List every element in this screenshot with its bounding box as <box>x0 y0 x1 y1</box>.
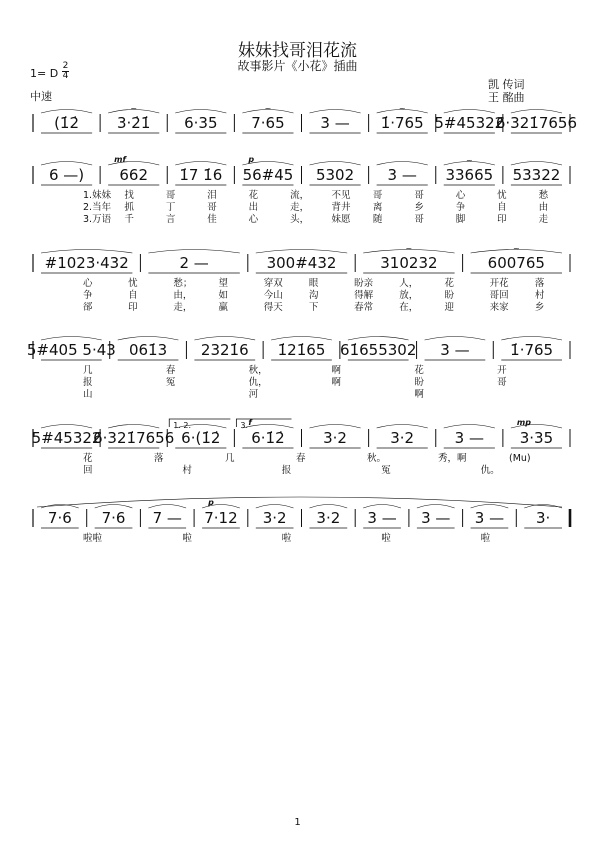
lyric-word: 仇， <box>248 377 268 388</box>
tempo-marking: 中速 <box>30 90 52 103</box>
measure-notes: 5302 <box>315 166 355 184</box>
lyric-word: 下 <box>308 302 319 313</box>
lyric-word: 印 <box>128 302 138 313</box>
lyric-word: 找 <box>124 190 134 201</box>
lyric-word: 村 <box>182 465 192 476</box>
lyric-word: 啦啦 <box>83 533 103 544</box>
dynamic-mark: p <box>208 498 214 507</box>
measure-notes: 2321̇6 <box>200 341 249 359</box>
lyric-word: 眼 <box>308 278 319 289</box>
slur-arc <box>348 337 409 341</box>
measure-notes: 3 — <box>474 509 505 527</box>
page-number: 1 <box>294 817 301 828</box>
measure-notes: 6·321̇7656 <box>93 429 175 447</box>
measure-notes: 6·321̇7656 <box>495 114 577 132</box>
lyric-word: 哥 <box>414 214 424 225</box>
lyric-word: 啦 <box>480 533 491 544</box>
trill-mark: ~ <box>512 244 520 253</box>
lyric-word: 望 <box>218 278 229 289</box>
lyric-word: 啊 <box>414 389 424 400</box>
slur-arc <box>148 505 186 509</box>
lyric-word: 印 <box>497 214 507 225</box>
measure-notes: 6 —) <box>48 166 85 184</box>
lyric-word: 来家 <box>489 302 509 313</box>
lyric-word: 哥 <box>414 190 424 201</box>
slur-arc <box>41 337 102 341</box>
lyric-word: 几 <box>83 365 93 376</box>
lyric-word: 脚 <box>455 214 466 225</box>
lyric-word: 抓 <box>124 202 134 213</box>
measure-notes: 600765 <box>487 254 545 272</box>
lyric-word: 春 <box>165 365 176 376</box>
lyric-word: 忧 <box>128 278 138 289</box>
lyric-word: 乡 <box>534 302 545 313</box>
lyric-word: 心 <box>248 214 259 225</box>
measure-notes: 61̇655302 <box>340 341 417 359</box>
measure-notes: 6·(1̇2̇ <box>181 429 221 447</box>
lyric-word: 愁 <box>538 190 549 201</box>
measure-notes: 3 — <box>320 114 350 132</box>
measure-notes: 53322 <box>512 166 561 184</box>
lyric-word: 如 <box>218 290 229 301</box>
lyric-word: 3.万语 <box>83 214 112 225</box>
lyric-word: 冤 <box>165 377 176 388</box>
lyric-word: 秀，啊 <box>438 453 467 464</box>
lyric-word: 啦 <box>381 533 391 544</box>
measure-notes: 3· <box>535 509 551 527</box>
lyric-word: 走， <box>173 302 193 313</box>
lyric-word: 几 <box>225 453 235 464</box>
lyric-word: 报 <box>83 377 93 388</box>
lyric-word: 乡 <box>414 202 424 213</box>
slur-arc <box>148 250 239 254</box>
measure-notes: (1̇2̇ <box>54 114 80 132</box>
slur-arc <box>511 162 562 166</box>
measure-notes: 7·6 <box>101 509 126 527</box>
trill-mark: ~ <box>465 156 473 165</box>
lyric-word: 春 <box>296 453 306 464</box>
lyric-word: 人， <box>399 278 419 289</box>
lyric-word: 赢 <box>218 302 229 313</box>
slur-arc <box>310 110 361 114</box>
measure-notes: 3 — <box>421 509 451 527</box>
slur-arc <box>377 162 428 166</box>
slur-arc <box>363 505 401 509</box>
measure-notes: 3 — <box>454 429 484 447</box>
volta-label: 1. 2. <box>173 421 192 430</box>
measure-notes: 3·2 <box>323 429 347 447</box>
trill-mark: ~ <box>398 104 406 113</box>
measure-notes: 662 <box>119 166 149 184</box>
measure-notes: 3·2̇1̇ <box>116 114 151 132</box>
lyric-word: 得天 <box>263 302 283 313</box>
measure-notes: 3 — <box>440 341 470 359</box>
lyric-word: 2.当年 <box>83 202 112 213</box>
measure-notes: 5#405 5·43 <box>26 341 116 359</box>
measure-notes: 6·35 <box>184 114 218 132</box>
trill-mark: ~ <box>130 104 138 113</box>
lyric-word: 开 <box>497 365 507 376</box>
time-signature-top: 2 <box>62 61 69 71</box>
measure-notes: 7·65 <box>251 114 285 132</box>
lyric-word: 啦 <box>281 533 292 544</box>
lyric-word: 佳 <box>207 214 217 225</box>
lyric-word: 开花 <box>489 278 509 289</box>
slur-arc <box>425 337 486 341</box>
lyric-word: 放， <box>399 290 419 301</box>
lyric-word: 千 <box>124 214 134 225</box>
lyric-word: 流， <box>290 190 310 201</box>
lyric-word: 啊 <box>331 377 342 388</box>
lyric-word: 随 <box>372 214 383 225</box>
lyric-word: 村 <box>534 290 545 301</box>
measure-notes: 3·2 <box>262 509 287 527</box>
measure-notes: 5#45322 <box>31 429 102 447</box>
slur-arc <box>194 337 255 341</box>
measure-notes: 7·12 <box>204 509 238 527</box>
measure-notes: 2 — <box>179 254 209 272</box>
lyric-word: 盼 <box>444 290 454 301</box>
slur-arc <box>41 110 92 114</box>
lyric-word: 穿双 <box>263 278 283 289</box>
measure-notes: 1̇·765 <box>510 341 554 359</box>
page-title: 妹妹找哥泪花流 <box>238 41 357 61</box>
page-subtitle: 故事影片《小花》插曲 <box>237 59 358 73</box>
slur-arc <box>95 505 133 509</box>
volta-label: 3. <box>240 421 249 430</box>
slur-arc <box>175 110 226 114</box>
slur-arc <box>524 505 562 509</box>
lyric-word: 花 <box>248 190 259 201</box>
lyricist-credit: 凯 传词 <box>488 78 525 91</box>
trill-mark: ~ <box>264 104 272 113</box>
lyric-word: 由， <box>173 290 193 301</box>
dynamic-mark: mp <box>516 418 531 427</box>
measure-notes: 5#45322 <box>434 114 505 132</box>
lyric-word: 妹愿 <box>331 214 351 225</box>
slur-arc <box>41 425 92 429</box>
slur-arc <box>256 505 294 509</box>
lyric-word: 丁 <box>165 202 176 213</box>
slur-arc <box>471 505 509 509</box>
lyric-word: 走 <box>538 214 549 225</box>
slur-arc <box>108 425 159 429</box>
lyric-word: 心 <box>455 190 466 201</box>
measure-notes: 310232 <box>380 254 438 272</box>
lyric-word: 1.妹妹 <box>83 190 112 201</box>
lyric-word: 由 <box>538 202 549 213</box>
slur-arc <box>417 505 455 509</box>
lyric-word: 郤 <box>83 302 93 313</box>
measure-notes: 3 — <box>387 166 417 184</box>
lyric-word: 河 <box>248 389 259 400</box>
lyric-word: 盼 <box>414 377 424 388</box>
lyric-word: 花 <box>414 365 424 376</box>
lyric-word: 落 <box>154 453 164 464</box>
lyric-word: 言 <box>165 214 176 225</box>
lyric-word: 今山 <box>263 290 283 301</box>
lyric-word: 报 <box>281 465 292 476</box>
measure-notes: 1̇·765 <box>380 114 424 132</box>
lyric-word: 秋， <box>248 365 268 376</box>
measure-notes: 061̇3 <box>128 341 168 359</box>
slur-arc <box>310 425 361 429</box>
slur-arc <box>444 110 495 114</box>
slur-arc <box>41 162 92 166</box>
slur-arc <box>175 162 226 166</box>
measure-notes: 3·2 <box>390 429 415 447</box>
lyric-word: 花 <box>444 278 454 289</box>
lyric-word: 仇。 <box>480 465 500 476</box>
lyric-word: 离 <box>372 202 383 213</box>
lyric-word: 哥 <box>165 190 176 201</box>
measure-notes: 33665 <box>445 166 494 184</box>
lyric-word: 出 <box>248 202 259 213</box>
lyric-word: 啦 <box>182 533 192 544</box>
measure-notes: 3 — <box>367 509 397 527</box>
lyric-word: 自 <box>128 290 138 301</box>
lyric-word: 啊 <box>331 365 342 376</box>
composer-credit: 王 酩曲 <box>488 91 525 104</box>
lyric-word: 哥 <box>207 202 217 213</box>
measure-notes: 6·1̇2̇ <box>251 429 285 447</box>
trill-mark: ~ <box>405 244 413 253</box>
measure-notes: 3·2 <box>316 509 341 527</box>
measure-notes: 56#45 <box>242 166 294 184</box>
lyric-word: 泪 <box>207 190 217 201</box>
lyric-word: 沟 <box>308 290 319 301</box>
measure-notes: 1̇7 1̇6 <box>179 166 223 184</box>
measure-notes: 7 — <box>152 509 182 527</box>
slur-arc <box>256 250 347 254</box>
measure-notes: #1023·432 <box>44 254 129 272</box>
slur-arc <box>118 337 179 341</box>
slur-arc <box>310 162 361 166</box>
slur-arc <box>271 337 332 341</box>
key-signature: 1= D <box>30 67 59 80</box>
slur-arc <box>310 505 348 509</box>
lyric-word: 山 <box>83 389 93 400</box>
lyric-word: 争 <box>83 290 93 301</box>
lyric-word: 自 <box>497 202 507 213</box>
measure-notes: 300#432 <box>266 254 337 272</box>
slur-arc <box>41 250 132 254</box>
measure-notes: 1̇21̇65 <box>277 341 326 359</box>
phrase-slur <box>37 497 562 507</box>
dynamic-mark: p <box>248 155 255 164</box>
measure-notes: 7·6 <box>47 509 72 527</box>
lyric-word: 不见 <box>331 190 351 201</box>
lyric-word: 冤 <box>381 465 391 476</box>
lyric-word: 花 <box>83 453 93 464</box>
lyric-word: 在， <box>399 302 419 313</box>
slur-arc <box>377 425 428 429</box>
lyric-word: 哥 <box>497 377 507 388</box>
lyric-word: 落 <box>534 278 545 289</box>
lyric-word: 迎 <box>444 302 454 313</box>
lyric-word: 背井 <box>331 202 351 213</box>
lyric-word: 心 <box>83 278 93 289</box>
measure-notes: 3·35 <box>519 429 554 447</box>
lyric-word: 秋。 <box>367 453 387 464</box>
lyric-word: 哥回 <box>489 290 509 301</box>
lyric-word: 头， <box>290 214 310 225</box>
lyric-word: (Mu) <box>509 453 531 464</box>
slur-arc <box>501 337 562 341</box>
lyric-word: 忧 <box>497 190 507 201</box>
lyric-word: 走， <box>290 202 310 213</box>
dynamic-mark: f <box>248 418 252 427</box>
lyric-word: 得解 <box>354 290 374 301</box>
time-signature-bottom: 4 <box>62 71 69 81</box>
lyric-word: 愁； <box>173 278 193 289</box>
lyric-word: 哥 <box>372 190 383 201</box>
lyric-word: 争 <box>455 202 466 213</box>
lyric-word: 盼亲 <box>354 278 374 289</box>
slur-arc <box>511 110 562 114</box>
slur-arc <box>444 425 495 429</box>
lyric-word: 春常 <box>354 302 374 313</box>
dynamic-mark: mf <box>114 155 126 164</box>
lyric-word: 回 <box>83 465 93 476</box>
